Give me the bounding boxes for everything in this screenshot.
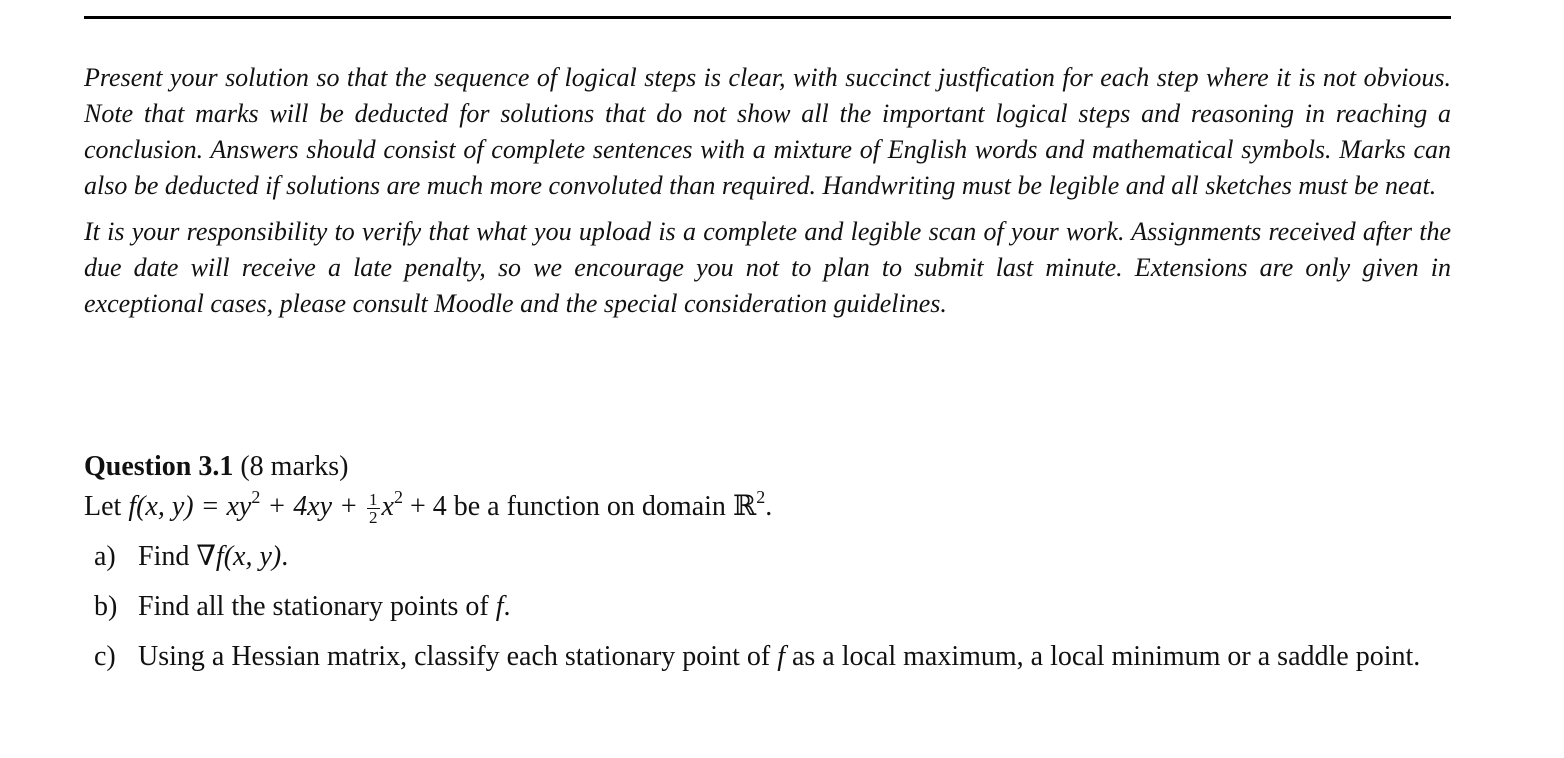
part-text-tail: . xyxy=(281,541,289,572)
domain-exponent: 2 xyxy=(756,487,766,507)
part-text-tail: . xyxy=(503,591,511,622)
function-name: f xyxy=(128,491,137,522)
part-text-tail: as a local maximum, a local minimum or a saddle point. xyxy=(784,641,1421,672)
part-text-lead: Find xyxy=(138,541,197,572)
part-label: b) xyxy=(94,591,118,622)
question-title: Question 3.1 xyxy=(84,451,234,482)
part-label: a) xyxy=(94,541,116,572)
exponent-y: 2 xyxy=(251,487,261,507)
fraction-one-half xyxy=(367,491,380,526)
question-part-c xyxy=(84,637,1451,677)
fraction-denominator: 2 xyxy=(369,508,378,528)
instructions-paragraph-2: It is your responsibility to verify that what you upload is a complete and legible scan of your work. Assignments received after the due date will receive a late penalty, so we encourage you not to plan to submit last minute. Extensions are only given in exceptional cases, please consult Moodle and the special consideration guidelines. xyxy=(84,217,1451,318)
exponent-x: 2 xyxy=(393,487,403,507)
intro-lead: Let xyxy=(84,491,129,522)
part-text-lead: Find all the stationary points of xyxy=(138,591,496,622)
part-text xyxy=(138,637,1451,677)
question-3-1 xyxy=(84,447,1451,677)
part-math: f xyxy=(777,641,785,672)
intro-end: . xyxy=(765,491,773,522)
part-math: ∇f(x, y) xyxy=(196,541,282,572)
function-args: (x, y) = xy xyxy=(136,491,252,522)
question-intro xyxy=(84,487,1451,527)
fraction-numerator: 1 xyxy=(369,490,378,510)
term-x: x xyxy=(381,491,394,522)
instructions-block xyxy=(84,60,1451,322)
question-parts xyxy=(84,537,1451,677)
question-part-a xyxy=(84,537,1451,577)
instructions-paragraph-1: Present your solution so that the sequence of logical steps is clear, with succinct justfication for each step where it is not obvious. Note that marks will be deducted for solutions that do not show all the important logical steps and reasoning in reaching a conclusion. Answers should consist of complete sentences with a mixture of English words and mathematical symbols. Marks can also be deducted if solutions are much more convoluted than required. Handwriting must be legible and all sketches must be neat. xyxy=(84,63,1451,200)
part-text xyxy=(138,537,1451,577)
question-marks: (8 marks) xyxy=(240,451,349,482)
part-text-lead: Using a Hessian matrix, classify each stationary point of xyxy=(138,641,778,672)
part-label: c) xyxy=(94,641,116,672)
part-text xyxy=(138,587,1451,627)
intro-middle: be a function on domain xyxy=(446,491,733,522)
top-rule xyxy=(84,16,1451,19)
question-part-b xyxy=(84,587,1451,627)
domain-symbol: ℝ xyxy=(732,491,757,522)
part-math: f xyxy=(495,591,504,622)
question-heading xyxy=(84,447,1451,487)
term-constant: + 4 xyxy=(402,491,447,522)
term-4xy: + 4xy + xyxy=(260,491,366,522)
